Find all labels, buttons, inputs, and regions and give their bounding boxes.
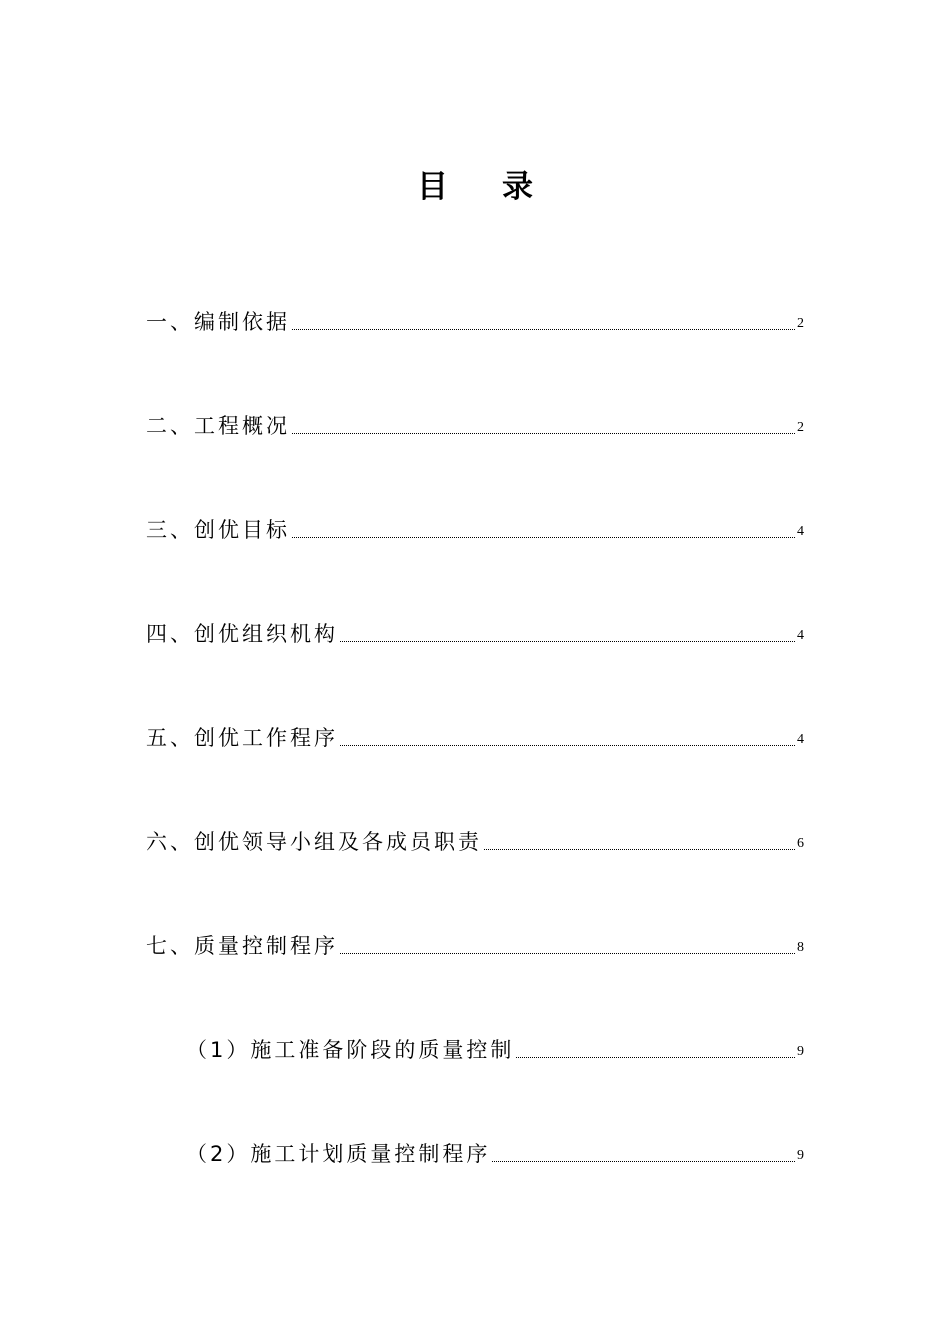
toc-entry-label: 四、创优组织机构 (146, 622, 338, 646)
toc-dot-leader (340, 745, 795, 746)
toc-entry-page-number: 9 (797, 1044, 804, 1059)
toc-entry-2[interactable] (146, 408, 804, 440)
toc-dot-leader (340, 953, 795, 954)
toc-entry-3[interactable] (146, 512, 804, 544)
toc-entry-7[interactable] (146, 928, 804, 960)
toc-title-char-2: 录 (502, 169, 533, 205)
toc-entry-page-number: 2 (797, 420, 804, 435)
toc-entry-1[interactable] (146, 304, 804, 336)
toc-entry-label: 七、质量控制程序 (146, 934, 338, 958)
toc-entry-page-number: 9 (797, 1148, 804, 1163)
toc-dot-leader (292, 433, 795, 434)
toc-title-char-1: 目 (417, 169, 448, 205)
toc-entry-label: 三、创优目标 (146, 518, 290, 542)
toc-entry-page-number: 8 (797, 940, 804, 955)
toc-entry-label: （1）施工准备阶段的质量控制 (186, 1038, 515, 1062)
toc-entry-4[interactable] (146, 616, 804, 648)
toc-dot-leader (492, 1161, 795, 1162)
toc-dot-leader (484, 849, 795, 850)
toc-dot-leader (292, 329, 795, 330)
toc-dot-leader (516, 1057, 795, 1058)
toc-entry-label: 六、创优领导小组及各成员职责 (146, 830, 482, 854)
toc-entry-5[interactable] (146, 720, 804, 752)
toc-entry-7-2[interactable] (186, 1136, 804, 1168)
toc-entry-label: 一、编制依据 (146, 310, 290, 334)
toc-entry-7-1[interactable] (186, 1032, 804, 1064)
toc-entry-6[interactable] (146, 824, 804, 856)
toc-dot-leader (340, 641, 795, 642)
toc-entry-page-number: 4 (797, 524, 804, 539)
toc-entry-label: （2）施工计划质量控制程序 (186, 1142, 491, 1166)
toc-entry-page-number: 4 (797, 628, 804, 643)
toc-dot-leader (292, 537, 795, 538)
toc-entry-label: 五、创优工作程序 (146, 726, 338, 750)
toc-entry-page-number: 6 (797, 836, 804, 851)
toc-entry-label: 二、工程概况 (146, 414, 290, 438)
toc-entry-page-number: 4 (797, 732, 804, 747)
toc-entry-page-number: 2 (797, 316, 804, 331)
